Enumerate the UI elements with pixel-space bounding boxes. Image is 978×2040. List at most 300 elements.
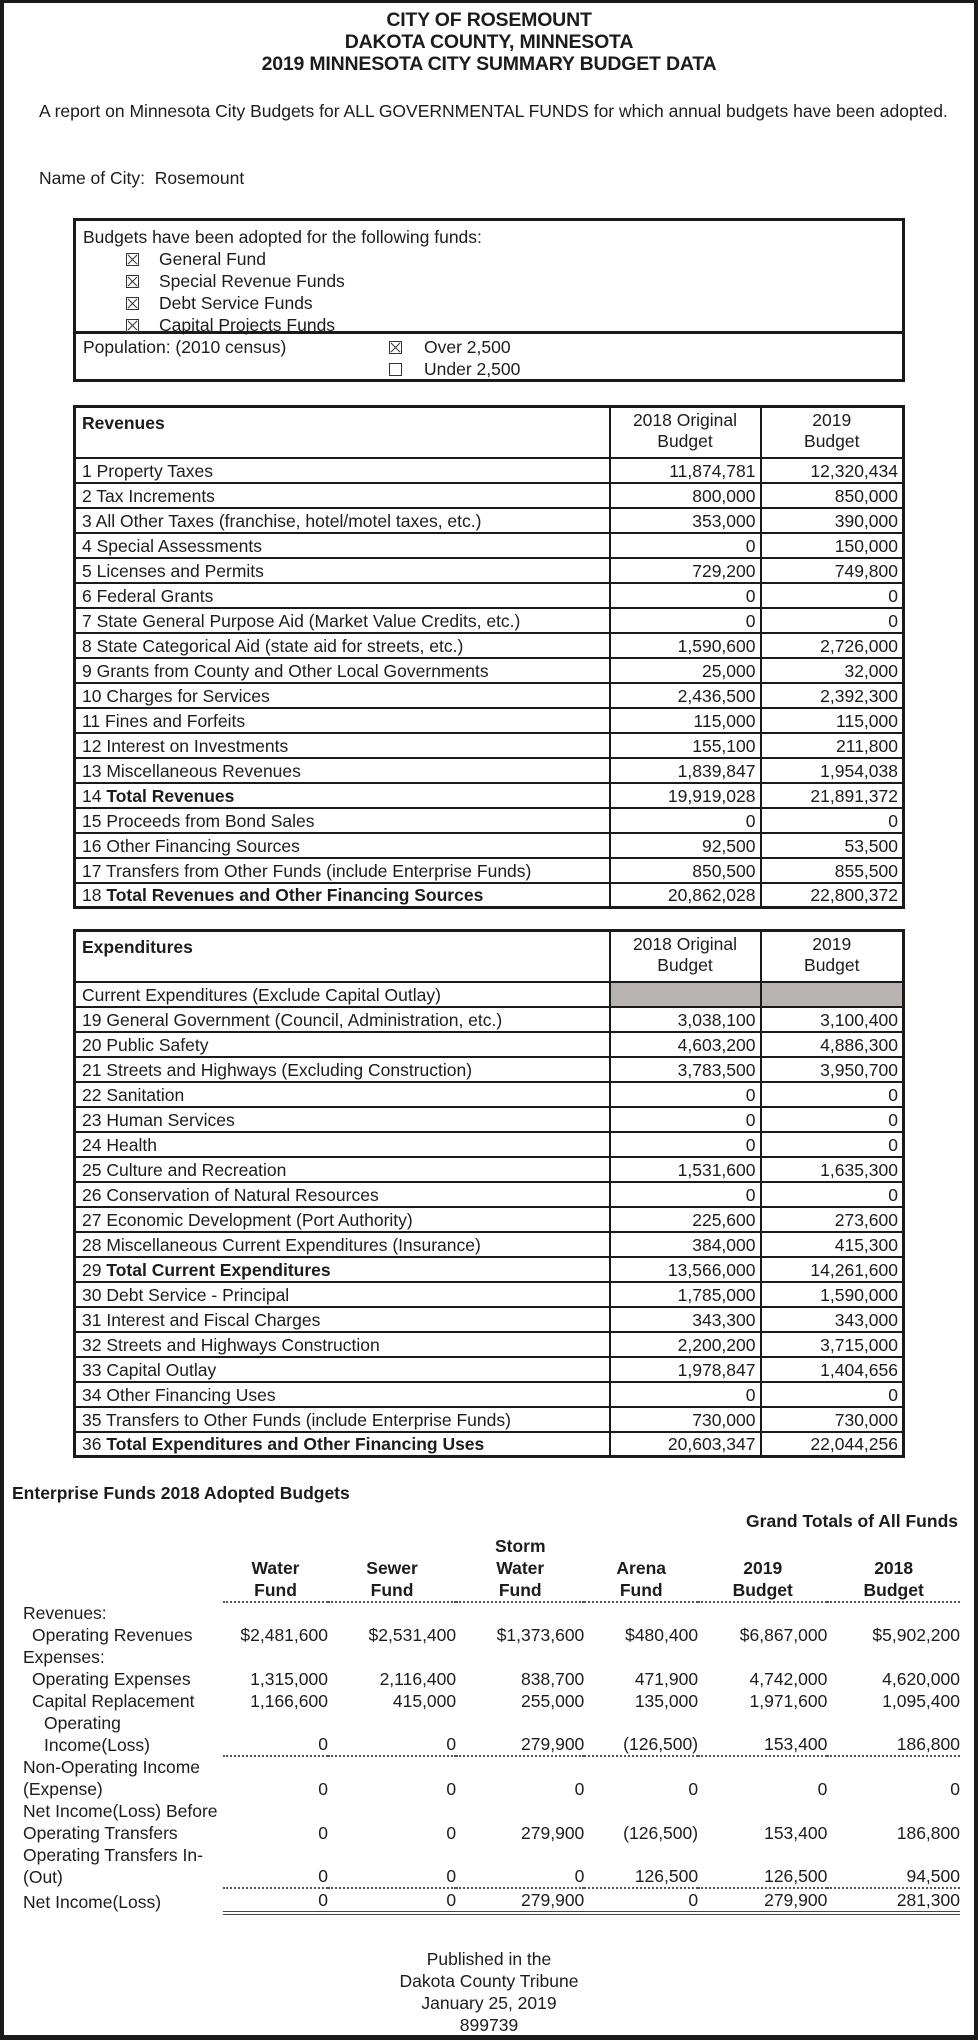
value-y2018: 225,600: [610, 1207, 761, 1232]
label-line: Expenses:: [23, 1647, 105, 1667]
line-label: Streets and Highways Construction: [106, 1334, 380, 1355]
label-line: Operating Transfers In-: [23, 1845, 203, 1865]
row-label: [75, 1032, 610, 1057]
row-label: [12, 1844, 223, 1888]
line-number: 26: [82, 1184, 102, 1205]
row-label: [12, 1712, 223, 1756]
fund-value: 4,742,000: [749, 1669, 828, 1689]
fund-value: 4,620,000: [882, 1669, 960, 1689]
line-label: Debt Service - Principal: [106, 1284, 290, 1305]
label-line: Operating Income(Loss): [44, 1713, 151, 1755]
fund-value: 0: [223, 1888, 328, 1913]
fund-value: $480,400: [625, 1625, 699, 1645]
fund-value: 0: [223, 1712, 328, 1756]
fund-value: 0: [950, 1779, 960, 1799]
line-label: All Other Taxes (franchise, hotel/motel taxes, etc.): [95, 510, 482, 531]
blank-header: [12, 1535, 223, 1602]
shaded-cell: [610, 982, 761, 1007]
fund-value: [456, 1646, 584, 1668]
value-y2019: 855,500: [761, 858, 904, 883]
line-label: Tax Increments: [96, 485, 215, 506]
fund-value: 0: [817, 1779, 828, 1799]
fund-item-special-revenue: [83, 270, 895, 292]
table-row: [75, 858, 904, 883]
col-2019-header: [761, 407, 904, 458]
h3: Budget: [863, 1580, 924, 1600]
row-label: [12, 1800, 223, 1844]
value-y2018: 2,200,200: [610, 1332, 761, 1357]
col-2018-budget: [827, 1535, 960, 1602]
value-y2018: 3,783,500: [610, 1057, 761, 1082]
table-row: [75, 1257, 904, 1282]
fund-label: General Fund: [159, 249, 267, 269]
value-y2019: 415,300: [761, 1232, 904, 1257]
population-under: [389, 358, 520, 380]
fund-value: $2,531,400: [368, 1625, 457, 1645]
value-y2018: 11,874,781: [610, 458, 761, 483]
table-row: [75, 1332, 904, 1357]
line-number: 21: [82, 1059, 102, 1080]
line-label: Transfers to Other Funds (include Enterprise Funds): [106, 1409, 511, 1430]
label-line: (Out): [23, 1867, 63, 1887]
row-label: [12, 1888, 223, 1913]
value-y2018: 0: [610, 808, 761, 833]
city-label: Name of City:: [39, 168, 145, 188]
table-row: [75, 733, 904, 758]
fund-value: $1,373,600: [496, 1625, 585, 1645]
fund-value: 0: [318, 1779, 328, 1799]
fund-value: 0: [456, 1844, 584, 1888]
value-y2018: 0: [610, 583, 761, 608]
line-number: 30: [82, 1284, 102, 1305]
value-y2019: 1,635,300: [761, 1157, 904, 1182]
fund-value: 838,700: [521, 1669, 585, 1689]
footer-line: Published in the: [426, 1949, 552, 1969]
line-number: 3: [82, 510, 92, 531]
footer-date: January 25, 2019: [421, 1993, 557, 2013]
row-label: [75, 658, 610, 683]
col-water-fund: [223, 1535, 328, 1602]
fund-value: 0: [318, 1823, 328, 1843]
table-row: [75, 1357, 904, 1382]
table-row: [75, 1082, 904, 1107]
fund-label: Capital Projects Funds: [159, 315, 336, 335]
value-y2019: 3,100,400: [761, 1007, 904, 1032]
line-number: 22: [82, 1084, 102, 1105]
table-row: [75, 658, 904, 683]
line-number: 7: [82, 610, 92, 631]
city-name: [39, 168, 244, 189]
value-y2019: 22,800,372: [761, 883, 904, 908]
line-label: Other Financing Sources: [106, 835, 300, 856]
line-number: 2: [82, 485, 92, 506]
line-label: Total Expenditures and Other Financing Uses: [106, 1434, 485, 1454]
value-y2019: 0: [761, 583, 904, 608]
expenditures-table: [73, 929, 905, 1458]
line-number: 11: [82, 710, 101, 731]
row-label: [75, 533, 610, 558]
line-number: 36: [82, 1434, 102, 1454]
value-y2019: 22,044,256: [761, 1432, 904, 1457]
line-label: State General Purpose Aid (Market Value Credits, etc.): [96, 610, 521, 631]
value-y2018: 0: [610, 533, 761, 558]
table-row: [75, 808, 904, 833]
row-label: [75, 508, 610, 533]
value-y2019: 0: [761, 608, 904, 633]
row-label: [75, 708, 610, 733]
fund-value: 94,500: [827, 1844, 960, 1888]
value-y2019: 273,600: [761, 1207, 904, 1232]
footer-id: 899739: [459, 2015, 519, 2035]
table-row: [75, 883, 904, 908]
value-y2019: 53,500: [761, 833, 904, 858]
line-number: 5: [82, 560, 92, 581]
fund-value: 279,900: [456, 1712, 584, 1756]
line-label: Human Services: [106, 1109, 235, 1130]
value-y2019: 0: [761, 1107, 904, 1132]
shaded-cell: [761, 982, 904, 1007]
line-number: 28: [82, 1234, 102, 1255]
funds-list: [76, 221, 902, 334]
value-y2018: 4,603,200: [610, 1032, 761, 1057]
operating-income-row: [12, 1712, 960, 1756]
fund-value: $6,867,000: [739, 1625, 828, 1645]
h1: [584, 1535, 698, 1557]
table-row: [75, 1282, 904, 1307]
table-row: [75, 558, 904, 583]
line-number: 9: [82, 660, 92, 681]
fund-value: 0: [328, 1712, 456, 1756]
table-row: [75, 1032, 904, 1057]
table-row: [75, 483, 904, 508]
value-y2019: 749,800: [761, 558, 904, 583]
line-number: 27: [82, 1209, 102, 1230]
row-label: [75, 558, 610, 583]
row-label: [75, 1257, 610, 1282]
label-line: Net Income(Loss): [23, 1892, 162, 1912]
row-label: [75, 1157, 610, 1182]
col-header-line: Budget: [657, 431, 713, 451]
table-row: [75, 1307, 904, 1332]
value-y2019: 2,392,300: [761, 683, 904, 708]
value-y2019: 21,891,372: [761, 783, 904, 808]
fund-value: 186,800: [827, 1712, 960, 1756]
fund-value: [827, 1646, 960, 1668]
row-label: [75, 1107, 610, 1132]
table-row: [75, 708, 904, 733]
line-number: 23: [82, 1109, 102, 1130]
table-row: [75, 1432, 904, 1457]
line-label: Transfers from Other Funds (include Enterprise Funds): [106, 860, 532, 881]
row-label: [75, 633, 610, 658]
value-y2018: 3,038,100: [610, 1007, 761, 1032]
line-number: 17: [82, 860, 102, 881]
col-2019-header: [761, 931, 904, 982]
line-label: Capital Outlay: [106, 1359, 217, 1380]
table-row: [75, 533, 904, 558]
value-y2019: 115,000: [761, 708, 904, 733]
fund-value: 1,166,600: [250, 1691, 328, 1711]
page-title: [0, 9, 978, 75]
line-label: Charges for Services: [106, 685, 270, 706]
line-label: General Government (Council, Administration, etc.): [106, 1009, 503, 1030]
row-label: [75, 883, 610, 908]
revenues-table: [73, 405, 905, 909]
value-y2019: 343,000: [761, 1307, 904, 1332]
empty-box-icon: [389, 363, 402, 376]
revenues-body: [75, 458, 904, 908]
line-number: 14: [82, 785, 102, 806]
fund-value: [584, 1646, 698, 1668]
table-row: [75, 783, 904, 808]
enterprise-body: [12, 1602, 960, 1913]
line-number: 8: [82, 635, 92, 656]
row-label: [75, 1282, 610, 1307]
line-number: 29: [82, 1259, 102, 1280]
fund-value: [223, 1646, 328, 1668]
population-row: [76, 334, 902, 382]
grand-totals-label: Grand Totals of All Funds: [746, 1511, 958, 1531]
line-label: Other Financing Uses: [106, 1384, 276, 1405]
value-y2019: 32,000: [761, 658, 904, 683]
fund-item-capital-projects: [83, 314, 895, 336]
fund-value: (126,500): [623, 1823, 699, 1843]
value-y2019: 14,261,600: [761, 1257, 904, 1282]
revenues-header-row: [75, 407, 904, 458]
row-label: [75, 1082, 610, 1107]
table-row: [75, 633, 904, 658]
city-value: Rosemount: [154, 168, 245, 188]
value-y2018: 0: [610, 1182, 761, 1207]
col-arena-fund: [584, 1535, 698, 1602]
value-y2018: 155,100: [610, 733, 761, 758]
row-label: [12, 1690, 223, 1712]
line-label: Conservation of Natural Resources: [106, 1184, 379, 1205]
fund-value: 281,300: [827, 1888, 960, 1913]
value-y2018: 800,000: [610, 483, 761, 508]
fund-value: 126,500: [584, 1844, 698, 1888]
fund-value: 279,900: [456, 1888, 584, 1913]
row-label: [75, 608, 610, 633]
row-label: [75, 1332, 610, 1357]
col-header-line: 2019: [812, 410, 852, 430]
expenditures-body: [75, 982, 904, 1457]
fund-value: [698, 1646, 827, 1668]
value-y2019: 3,715,000: [761, 1332, 904, 1357]
fund-value: [456, 1602, 584, 1624]
row-label: [75, 1407, 610, 1432]
h3: Fund: [254, 1580, 297, 1600]
value-y2018: 0: [610, 1132, 761, 1157]
value-y2019: 390,000: [761, 508, 904, 533]
value-y2019: 2,726,000: [761, 633, 904, 658]
line-label: Total Revenues: [106, 785, 235, 806]
population-options: [389, 336, 520, 380]
checked-box-icon: [126, 297, 139, 310]
fund-value: $2,481,600: [240, 1625, 328, 1645]
section-expenses: [12, 1646, 960, 1668]
value-y2018: 13,566,000: [610, 1257, 761, 1282]
row-label: [12, 1646, 223, 1668]
row-label: [12, 1668, 223, 1690]
col-header-line: 2019: [812, 934, 852, 954]
line-number: 32: [82, 1334, 102, 1355]
label-line: Net Income(Loss) Before: [23, 1801, 218, 1821]
row-label: [75, 758, 610, 783]
title-report: 2019 MINNESOTA CITY SUMMARY BUDGET DATA: [261, 53, 717, 75]
row-label: [75, 733, 610, 758]
value-y2018: 1,531,600: [610, 1157, 761, 1182]
row-label: [75, 783, 610, 808]
line-number: 18: [82, 885, 102, 905]
line-label: Economic Development (Port Authority): [106, 1209, 413, 1230]
value-y2019: 0: [761, 1082, 904, 1107]
fund-value: [827, 1602, 960, 1624]
line-label: Sanitation: [106, 1084, 185, 1105]
table-row: [75, 1107, 904, 1132]
title-city: CITY OF ROSEMOUNT: [386, 9, 592, 31]
value-y2018: 20,862,028: [610, 883, 761, 908]
non-operating-row: [12, 1756, 960, 1800]
value-y2018: 1,785,000: [610, 1282, 761, 1307]
line-label: Interest and Fiscal Charges: [106, 1309, 321, 1330]
fund-value: 1,095,400: [882, 1691, 960, 1711]
col-storm-water-fund: [456, 1535, 584, 1602]
row-label: [75, 1357, 610, 1382]
funds-heading: Budgets have been adopted for the following funds:: [83, 227, 482, 247]
value-y2018: 1,590,600: [610, 633, 761, 658]
fund-value: 0: [223, 1844, 328, 1888]
col-header-line: Budget: [804, 955, 860, 975]
fund-value: 415,000: [392, 1691, 457, 1711]
line-number: 31: [82, 1309, 102, 1330]
row-label: [75, 1132, 610, 1157]
h2: Sewer: [366, 1558, 418, 1578]
operating-revenues-row: [12, 1624, 960, 1646]
value-y2018: 25,000: [610, 658, 761, 683]
value-y2019: 0: [761, 1382, 904, 1407]
checked-box-icon: [389, 341, 402, 354]
value-y2019: 0: [761, 1132, 904, 1157]
line-number: 24: [82, 1134, 102, 1155]
table-row: [75, 1007, 904, 1032]
table-row: [75, 1132, 904, 1157]
intro-paragraph: A report on Minnesota City Budgets for ALL GOVERNMENTAL FUNDS for which annual budgets have been adopted.: [39, 101, 948, 121]
line-number: 16: [82, 835, 102, 856]
row-label: [75, 1207, 610, 1232]
net-income-row: [12, 1888, 960, 1913]
line-number: 6: [82, 585, 92, 606]
subheading-row: [75, 982, 904, 1007]
fund-value: 0: [328, 1888, 456, 1913]
fund-value: 1,971,600: [749, 1691, 828, 1711]
row-label: [75, 583, 610, 608]
fund-value: $5,902,200: [872, 1625, 960, 1645]
line-label: State Categorical Aid (state aid for streets, etc.): [96, 635, 464, 656]
fund-value: 0: [328, 1844, 456, 1888]
table-row: [75, 1407, 904, 1432]
value-y2018: 1,978,847: [610, 1357, 761, 1382]
row-label: [12, 1602, 223, 1624]
fund-label: Debt Service Funds: [159, 293, 313, 313]
label-line: Operating Revenues: [32, 1625, 193, 1645]
line-label: Property Taxes: [96, 460, 214, 481]
row-label: [75, 458, 610, 483]
capital-replacement-row: [12, 1690, 960, 1712]
line-label: Culture and Recreation: [106, 1159, 287, 1180]
fund-value: 186,800: [896, 1823, 960, 1843]
table-row: [75, 583, 904, 608]
label-line: Operating Expenses: [32, 1669, 191, 1689]
fund-value: 471,900: [634, 1669, 699, 1689]
fund-item-general: [83, 248, 895, 270]
fund-value: 0: [446, 1779, 457, 1799]
label-line: Capital Replacement: [32, 1691, 195, 1711]
row-label: [75, 1232, 610, 1257]
checked-box-icon: [126, 319, 139, 332]
line-label: Grants from County and Other Local Governments: [96, 660, 489, 681]
table-row: [75, 1207, 904, 1232]
label-line: Revenues:: [23, 1603, 107, 1623]
row-label: [12, 1756, 223, 1800]
fund-value: 0: [574, 1779, 585, 1799]
h2: Water: [496, 1558, 545, 1578]
value-y2019: 150,000: [761, 533, 904, 558]
enterprise-header-row: [12, 1535, 960, 1602]
value-y2019: 730,000: [761, 1407, 904, 1432]
line-number: 4: [82, 535, 92, 556]
h1: [698, 1535, 827, 1557]
line-label: Health: [106, 1134, 157, 1155]
value-y2018: 2,436,500: [610, 683, 761, 708]
line-number: 25: [82, 1159, 102, 1180]
row-label: [75, 833, 610, 858]
fund-value: (126,500): [584, 1712, 698, 1756]
population-option-label: Over 2,500: [424, 337, 511, 357]
value-y2018: 20,603,347: [610, 1432, 761, 1457]
h2: 2018: [874, 1558, 914, 1578]
value-y2018: 92,500: [610, 833, 761, 858]
value-y2018: 0: [610, 608, 761, 633]
line-number: 10: [82, 685, 102, 706]
table-row: [75, 1057, 904, 1082]
value-y2018: 850,500: [610, 858, 761, 883]
title-county: DAKOTA COUNTY, MINNESOTA: [344, 31, 634, 53]
line-label: Public Safety: [106, 1034, 209, 1055]
fund-value: 0: [446, 1823, 457, 1843]
line-label: Fines and Forfeits: [105, 710, 246, 731]
population-label: Population: (2010 census): [83, 337, 287, 357]
line-label: Federal Grants: [96, 585, 214, 606]
value-y2018: 730,000: [610, 1407, 761, 1432]
h2: 2019: [743, 1558, 783, 1578]
value-y2019: 12,320,434: [761, 458, 904, 483]
h3: Fund: [370, 1580, 414, 1600]
line-number: 19: [82, 1009, 102, 1030]
line-number: 34: [82, 1384, 102, 1405]
fund-item-debt-service: [83, 292, 895, 314]
row-label: [75, 1382, 610, 1407]
line-label: Total Current Expenditures: [106, 1259, 331, 1280]
net-before-transfers-row: [12, 1800, 960, 1844]
value-y2018: 115,000: [610, 708, 761, 733]
value-y2019: 4,886,300: [761, 1032, 904, 1057]
enterprise-funds-table: [12, 1535, 960, 1915]
population-option-label: Under 2,500: [424, 359, 521, 379]
line-number: 35: [82, 1409, 102, 1430]
row-label: [75, 483, 610, 508]
col-header-line: Budget: [804, 431, 860, 451]
